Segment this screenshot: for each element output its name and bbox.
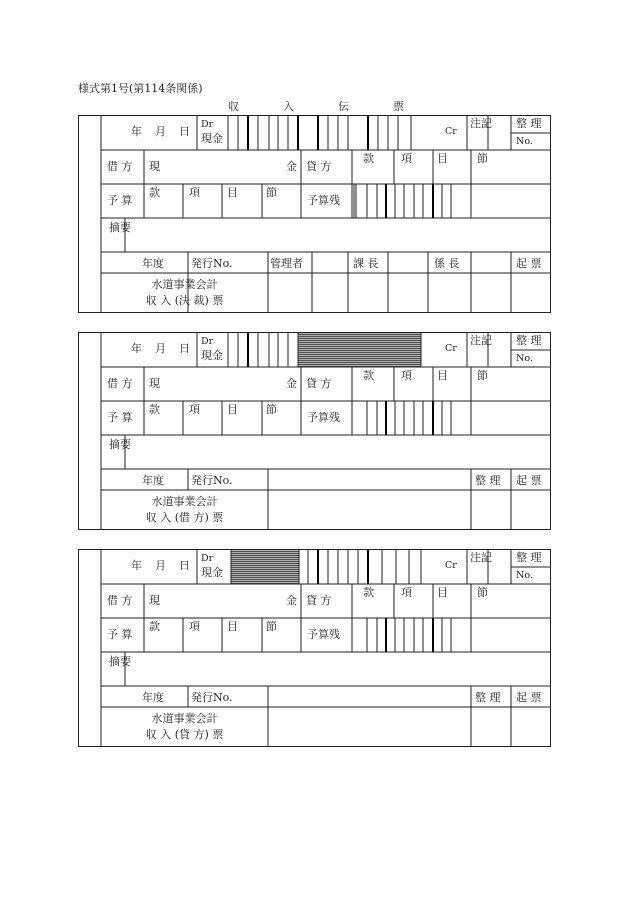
- month-label: 月: [155, 342, 166, 355]
- debit-label: 借 方: [107, 160, 133, 173]
- setsu-label: 節: [477, 586, 488, 599]
- kihyo-label: 起 票: [516, 474, 542, 487]
- year-label: 年: [131, 125, 142, 138]
- setsu-label: 節: [266, 403, 277, 416]
- title-char-1: 収: [228, 100, 239, 113]
- seiri-label: 整 理: [516, 117, 542, 130]
- gen-label: 現: [149, 160, 160, 173]
- fiscal-year-label: 年度: [142, 691, 164, 704]
- debit-label: 借 方: [107, 377, 133, 390]
- kou-label: 項: [401, 152, 412, 165]
- credit-label: 貸 方: [306, 377, 332, 390]
- subtitle-label: 収 入 (借 方) 票: [145, 511, 224, 524]
- summary-label: 摘要: [109, 655, 131, 668]
- budget-remaining-label: 予算残: [307, 628, 340, 641]
- no-label: No.: [516, 136, 533, 147]
- form-number: 様式第1号(第114条関係): [78, 82, 203, 95]
- kihyo-label: 起 票: [516, 691, 542, 704]
- setsu-label: 節: [266, 620, 277, 633]
- seiri-label: 整 理: [516, 334, 542, 347]
- kou-label: 項: [189, 620, 200, 633]
- kin-label: 金: [286, 594, 297, 607]
- kin-label: 金: [286, 160, 297, 173]
- kou-label: 項: [401, 586, 412, 599]
- form-debit: [78, 332, 551, 530]
- month-label: 月: [155, 125, 166, 138]
- year-label: 年: [131, 342, 142, 355]
- seiri-label: 整 理: [516, 551, 542, 564]
- credit-label: 貸 方: [306, 160, 332, 173]
- budget-label: 予 算: [107, 411, 133, 424]
- cr-label: Cr: [445, 126, 457, 137]
- issue-no-label: 発行No.: [191, 474, 233, 487]
- title-char-3: 伝: [338, 100, 349, 113]
- gen-label: 現: [149, 377, 160, 390]
- budget-remaining-label: 予算残: [307, 194, 340, 207]
- gen-label: 現: [149, 594, 160, 607]
- summary-label: 摘要: [109, 221, 131, 234]
- budget-remaining-label: 予算残: [307, 411, 340, 424]
- kan-label: 款: [149, 403, 160, 416]
- form-credit: [78, 549, 551, 747]
- fiscal-year-label: 年度: [142, 474, 164, 487]
- budget-label: 予 算: [107, 194, 133, 207]
- cash-label: 現金: [201, 349, 223, 362]
- kan-label: 款: [149, 186, 160, 199]
- moku-label: 目: [437, 586, 448, 599]
- cash-label: 現金: [201, 566, 223, 579]
- kan-label: 款: [149, 620, 160, 633]
- cr-label: Cr: [445, 343, 457, 354]
- year-label: 年: [131, 559, 142, 572]
- fiscal-year-label: 年度: [142, 257, 164, 270]
- no-label: No.: [516, 570, 533, 581]
- title-char-4: 票: [393, 100, 404, 113]
- credit-label: 貸 方: [306, 594, 332, 607]
- moku-label: 目: [227, 620, 238, 633]
- dr-label: Dr: [201, 119, 214, 130]
- cash-label: 現金: [201, 132, 223, 145]
- setsu-label: 節: [477, 369, 488, 382]
- title-char-2: 入: [283, 100, 294, 113]
- moku-label: 目: [437, 369, 448, 382]
- subtitle-label: 収 入 (決 裁) 票: [145, 294, 224, 307]
- setsu-label: 節: [266, 186, 277, 199]
- kihyo-label: 起 票: [516, 257, 542, 270]
- summary-label: 摘要: [109, 438, 131, 451]
- org-label: 水道事業会計: [151, 712, 218, 725]
- note-label: 注記: [470, 334, 492, 347]
- issue-no-label: 発行No.: [191, 691, 233, 704]
- org-label: 水道事業会計: [151, 495, 218, 508]
- moku-label: 目: [227, 186, 238, 199]
- note-label: 注記: [470, 117, 492, 130]
- subtitle-label: 収 入 (貸 方) 票: [145, 728, 224, 741]
- kou-label: 項: [189, 403, 200, 416]
- month-label: 月: [155, 559, 166, 572]
- debit-label: 借 方: [107, 594, 133, 607]
- subsection-chief-label: 係 長: [434, 257, 460, 270]
- day-label: 日: [179, 559, 190, 572]
- moku-label: 目: [227, 403, 238, 416]
- kou-label: 項: [189, 186, 200, 199]
- day-label: 日: [179, 342, 190, 355]
- kou-label: 項: [401, 369, 412, 382]
- form-settlement: [78, 115, 551, 313]
- moku-label: 目: [437, 152, 448, 165]
- kan-label: 款: [363, 152, 374, 165]
- seiri2-label: 整 理: [475, 691, 501, 704]
- org-label: 水道事業会計: [151, 278, 218, 291]
- issue-no-label: 発行No.: [191, 257, 233, 270]
- seiri2-label: 整 理: [475, 474, 501, 487]
- dr-label: Dr: [201, 553, 214, 564]
- section-chief-label: 課 長: [353, 257, 379, 270]
- dr-label: Dr: [201, 336, 214, 347]
- budget-label: 予 算: [107, 628, 133, 641]
- kin-label: 金: [286, 377, 297, 390]
- day-label: 日: [179, 125, 190, 138]
- kan-label: 款: [363, 369, 374, 382]
- cr-label: Cr: [445, 560, 457, 571]
- kan-label: 款: [363, 586, 374, 599]
- setsu-label: 節: [477, 152, 488, 165]
- no-label: No.: [516, 353, 533, 364]
- manager-label: 管理者: [270, 257, 303, 270]
- note-label: 注記: [470, 551, 492, 564]
